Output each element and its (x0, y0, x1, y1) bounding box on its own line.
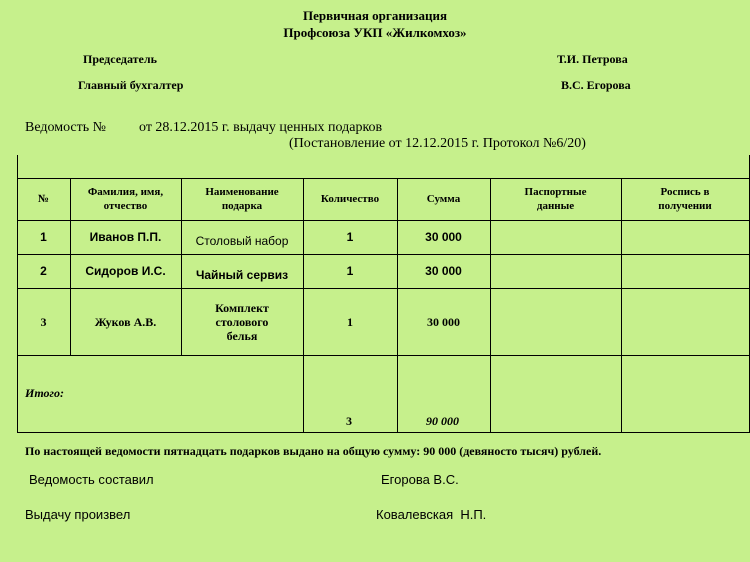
table-row-quantity: 1 (347, 314, 353, 329)
column-header-name: Фамилия, имя, отчество (87, 186, 164, 212)
accountant-label: Главный бухгалтер (78, 78, 184, 92)
table-row-name: Сидоров И.С. (85, 264, 166, 278)
compiled-name: Егорова В.С. (381, 472, 459, 487)
table-row-gift: Комплект столового белья (215, 300, 269, 343)
summary-text: По настоящей ведомости пятнадцать подарков выдано на общую сумму: 90 000 (девяносто тысяч) рублей. (25, 444, 602, 458)
compiled-label: Ведомость составил (29, 472, 154, 487)
accountant-name: В.С. Егорова (561, 78, 631, 92)
table-row-number: 2 (40, 264, 47, 278)
table-row-name: Иванов П.П. (89, 230, 162, 244)
total-quantity: 3 (346, 414, 352, 428)
document-title: от 28.12.2015 г. выдачу ценных подарков (139, 120, 383, 135)
column-header-quantity: Количество (320, 193, 380, 205)
column-header-sum: Сумма (426, 193, 461, 205)
table-row-quantity: 1 (346, 264, 354, 278)
table-row-sum: 30 000 (427, 314, 460, 329)
table-row-number: 3 (40, 314, 47, 329)
column-header-passport: Паспортные данные (524, 186, 587, 212)
organization-title: Первичная организация (302, 8, 448, 23)
total-label: Итого: (25, 386, 64, 400)
table-row-gift: Столовый набор (195, 234, 289, 248)
chair-label: Председатель (83, 52, 157, 66)
row-divider (17, 432, 750, 433)
column-header-gift: Наименование подарка (205, 186, 279, 212)
document-basis: (Постановление от 12.12.2015 г. Протокол №6/20) (289, 136, 586, 151)
table-row-sum: 30 000 (425, 264, 462, 278)
table-row-name: Жуков А.В. (94, 314, 157, 329)
row-divider (17, 355, 750, 356)
chair-name: Т.И. Петрова (557, 52, 628, 66)
table-row-quantity: 1 (346, 230, 354, 244)
table-row-number: 1 (40, 230, 47, 244)
column-header-number: № (37, 193, 50, 205)
total-sum: 90 000 (426, 414, 459, 428)
issued-name: Ковалевская Н.П. (376, 507, 487, 522)
table-row-sum: 30 000 (425, 230, 462, 244)
document-title-prefix: Ведомость № (25, 120, 107, 135)
organization-subtitle: Профсоюза УКП «Жилкомхоз» (283, 25, 467, 40)
column-header-signature: Роспись в получении (658, 186, 712, 212)
issued-label: Выдачу произвел (25, 507, 131, 522)
table-row-gift: Чайный сервиз (195, 268, 289, 282)
